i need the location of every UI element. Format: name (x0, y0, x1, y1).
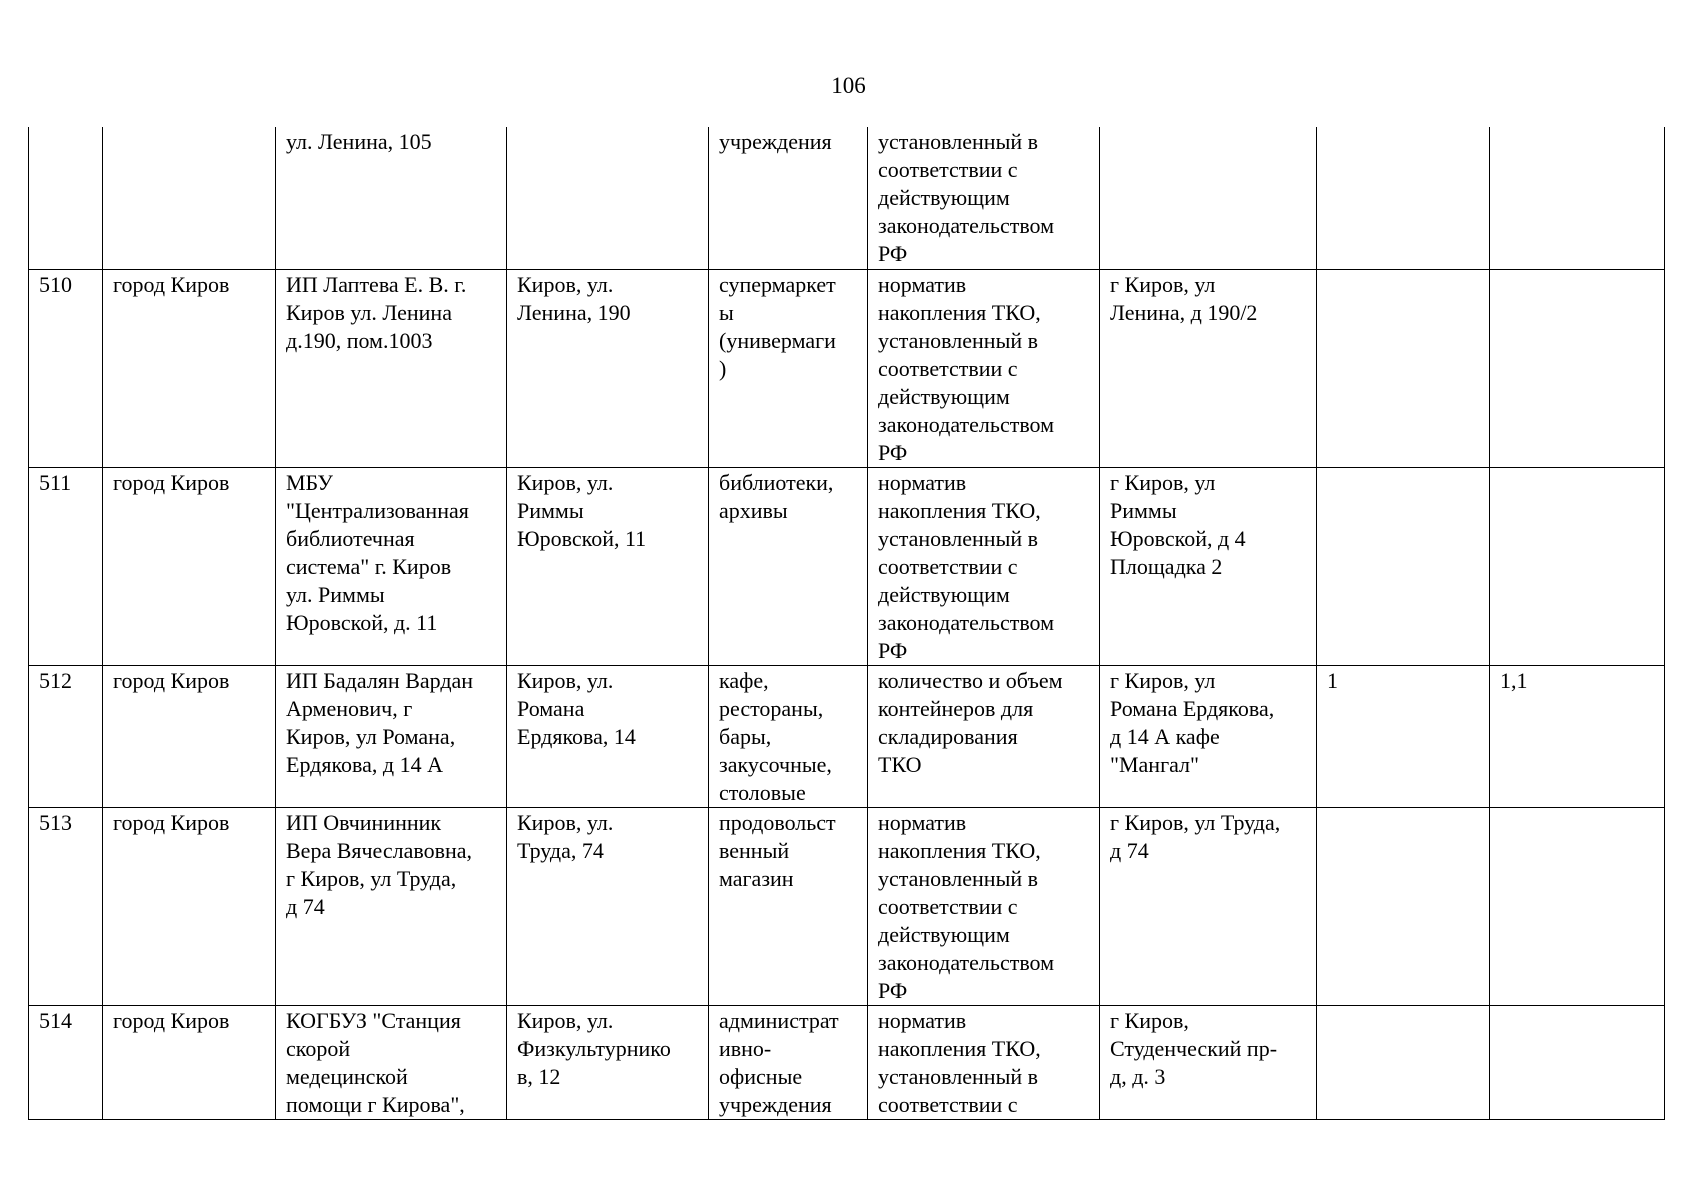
cell-container-count (1317, 269, 1490, 467)
cell-settlement: город Киров (103, 807, 276, 1005)
cell-site: г Киров, ул Романа Ердякова, д 14 А кафе "Мангал" (1100, 665, 1317, 807)
cell-site: г Киров, Студенческий пр- д, д. 3 (1100, 1005, 1317, 1119)
cell-container-count: 1 (1317, 665, 1490, 807)
cell-owner: КОГБУЗ "Станция скорой медецинской помощи г Кирова", (276, 1005, 507, 1119)
cell-number: 512 (29, 665, 103, 807)
cell-settlement: город Киров (103, 467, 276, 665)
cell-container-volume (1490, 467, 1665, 665)
registry-table (28, 127, 1665, 1120)
cell-container-volume (1490, 807, 1665, 1005)
cell-address (507, 127, 709, 269)
page-number: 106 (831, 73, 866, 98)
cell-container-volume: 1,1 (1490, 665, 1665, 807)
cell-norm: норматив накопления ТКО, установленный в соответствии с действующим законодательством РФ (868, 807, 1100, 1005)
cell-container-volume (1490, 269, 1665, 467)
cell-address: Киров, ул. Романа Ердякова, 14 (507, 665, 709, 807)
cell-settlement: город Киров (103, 269, 276, 467)
cell-settlement: город Киров (103, 665, 276, 807)
cell-container-count (1317, 807, 1490, 1005)
cell-site: г Киров, ул Труда, д 74 (1100, 807, 1317, 1005)
cell-category: продовольст венный магазин (709, 807, 868, 1005)
cell-address: Киров, ул. Риммы Юровской, 11 (507, 467, 709, 665)
cell-owner: ИП Лаптева Е. В. г. Киров ул. Ленина д.190, пом.1003 (276, 269, 507, 467)
cell-number: 514 (29, 1005, 103, 1119)
cell-number: 513 (29, 807, 103, 1005)
cell-site (1100, 127, 1317, 269)
cell-address: Киров, ул. Ленина, 190 (507, 269, 709, 467)
cell-container-volume (1490, 1005, 1665, 1119)
table-row (29, 1005, 1665, 1119)
table-row (29, 665, 1665, 807)
cell-settlement (103, 127, 276, 269)
cell-norm: норматив накопления ТКО, установленный в соответствии с (868, 1005, 1100, 1119)
cell-site: г Киров, ул Риммы Юровской, д 4 Площадка 2 (1100, 467, 1317, 665)
cell-container-count (1317, 127, 1490, 269)
cell-norm: норматив накопления ТКО, установленный в соответствии с действующим законодательством РФ (868, 467, 1100, 665)
cell-category: супермаркет ы (универмаги ) (709, 269, 868, 467)
cell-container-volume (1490, 127, 1665, 269)
cell-category: кафе, рестораны, бары, закусочные, столовые (709, 665, 868, 807)
cell-owner: ИП Бадалян Вардан Арменович, г Киров, ул Романа, Ердякова, д 14 А (276, 665, 507, 807)
cell-number: 511 (29, 467, 103, 665)
cell-container-count (1317, 467, 1490, 665)
cell-number: 510 (29, 269, 103, 467)
cell-address: Киров, ул. Физкультурнико в, 12 (507, 1005, 709, 1119)
cell-norm: количество и объем контейнеров для складирования ТКО (868, 665, 1100, 807)
cell-owner: ул. Ленина, 105 (276, 127, 507, 269)
cell-address: Киров, ул. Труда, 74 (507, 807, 709, 1005)
cell-number (29, 127, 103, 269)
cell-category: администрат ивно- офисные учреждения (709, 1005, 868, 1119)
cell-category: библиотеки, архивы (709, 467, 868, 665)
table-row (29, 269, 1665, 467)
cell-site: г Киров, ул Ленина, д 190/2 (1100, 269, 1317, 467)
cell-norm: норматив накопления ТКО, установленный в соответствии с действующим законодательством РФ (868, 269, 1100, 467)
cell-norm: установленный в соответствии с действующим законодательством РФ (868, 127, 1100, 269)
table-row (29, 127, 1665, 269)
cell-owner: МБУ "Централизованная библиотечная система" г. Киров ул. Риммы Юровской, д. 11 (276, 467, 507, 665)
cell-container-count (1317, 1005, 1490, 1119)
cell-owner: ИП Овчининник Вера Вячеславовна, г Киров, ул Труда, д 74 (276, 807, 507, 1005)
table-row (29, 807, 1665, 1005)
cell-settlement: город Киров (103, 1005, 276, 1119)
cell-category: учреждения (709, 127, 868, 269)
table-row (29, 467, 1665, 665)
